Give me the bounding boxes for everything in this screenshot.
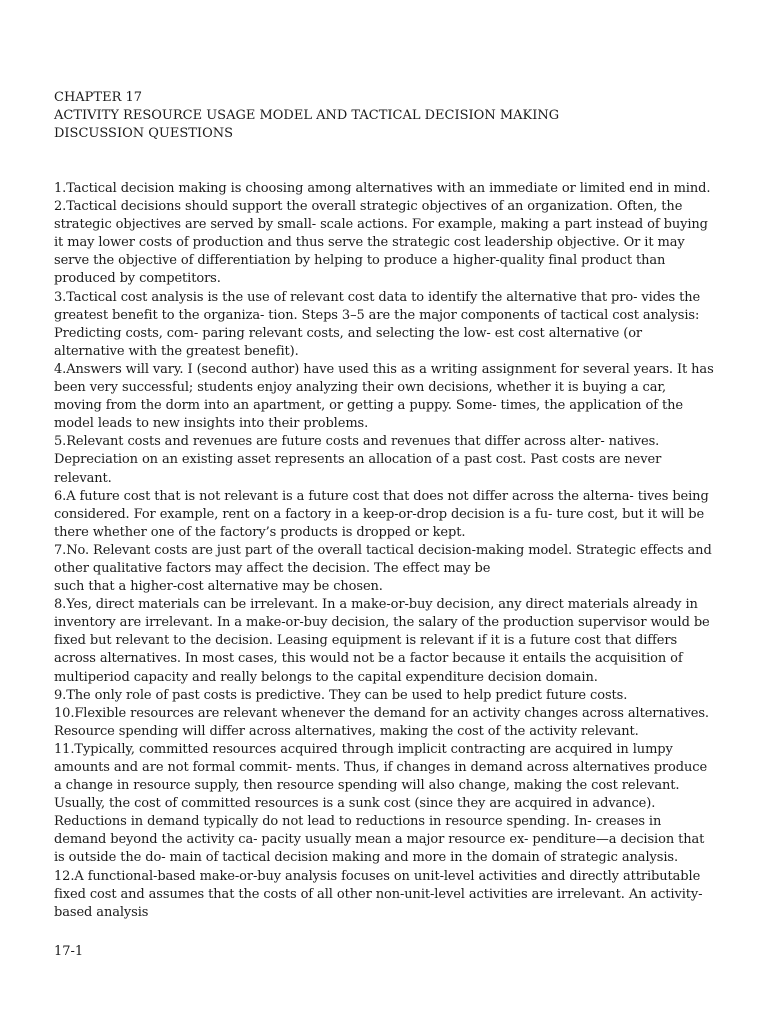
- answer-paragraph: 3.Tactical cost analysis is the use of relevant cost data to identify the alternative that pro- vides the greatest benefit to the organiza- tion. Steps 3–5 are the major components of tactical cost analysis: Predicting costs, com- paring relevant costs, and selecting the low- est cost alternative (or alternative with the greatest benefit).: [54, 289, 701, 359]
- chapter-number: CHAPTER 17: [54, 90, 143, 105]
- answer-paragraph: 10.Flexible resources are relevant whenever the demand for an activity changes across alternatives. Resource spending will differ across alternatives, making the cost of the activity relevant.: [54, 705, 709, 739]
- answer-paragraph: 9.The only role of past costs is predictive. They can be used to help predict future costs.: [54, 687, 628, 703]
- answer-paragraph: 7.No. Relevant costs are just part of the overall tactical decision-making model. Strategic effects and other qualitative factors may affect the decision. The effect may be: [54, 542, 712, 576]
- answer-paragraph: such that a higher-cost alternative may be chosen.: [54, 579, 383, 595]
- chapter-header: [54, 89, 559, 143]
- answer-paragraph: 4.Answers will vary. I (second author) have used this as a writing assignment for several years. It has been very successful; students enjoy analyzing their own decisions, whether it is buying a car, moving from the dorm into an apartment, or getting a puppy. Some- times, the application of the model leads to new insights into their problems.: [54, 361, 714, 432]
- answer-paragraph: 11.Typically, committed resources acquired through implicit contracting are acquired in lumpy amounts and are not formal commit- ments. Thus, if changes in demand across alternatives produce a change in resource supply, then resource spending will also change, making the cost relevant. Usually, the cost of committed resources is a sunk cost (since they are acquired in advance). Reductions in demand typically do not lead to reductions in resource spending. In- creases in demand beyond the activity ca- pacity usually mean a major resource ex- penditure—a decision that is outside the do- main of tactical decision making and more in the domain of strategic analysis.: [54, 741, 708, 866]
- answer-paragraph: 12.A functional-based make-or-buy analysis focuses on unit-level activities and directly attributable fixed cost and assumes that the costs of all other non-unit-level activities are irrelevant. An activity-based analysis: [54, 868, 703, 920]
- section-title: DISCUSSION QUESTIONS: [54, 126, 234, 141]
- answer-paragraph: 5.Relevant costs and revenues are future costs and revenues that differ across alter- natives. Depreciation on an existing asset represents an allocation of a past cost. Past costs are never relevant.: [54, 434, 662, 486]
- chapter-title: ACTIVITY RESOURCE USAGE MODEL AND TACTICAL DECISION MAKING: [54, 108, 560, 123]
- answer-paragraph: 1.Tactical decision making is choosing among alternatives with an immediate or limited end in mind.: [54, 181, 711, 196]
- page-number: 17-1: [54, 944, 84, 959]
- answer-paragraph: 2.Tactical decisions should support the overall strategic objectives of an organization. Often, the strategic objectives are served by small- scale actions. For example, making a part instead of buying it may lower costs of production and thus serve the strategic cost leadership objective. Or it may serve the objective of differentiation by helping to produce a higher-quality final product than produced by competitors.: [54, 199, 708, 287]
- answer-paragraph: 6.A future cost that is not relevant is a future cost that does not differ across the alterna- tives being considered. For example, rent on a factory in a keep-or-drop decision is a fu- ture cost, but it will be there whether one of the factory’s products is dropped or kept.: [54, 488, 709, 540]
- answer-paragraph: 8.Yes, direct materials can be irrelevant. In a make-or-buy decision, any direct materials already in inventory are irrelevant. In a make-or-buy decision, the salary of the production supervisor would be fixed but relevant to the decision. Leasing equipment is relevant if it is a future cost that differs across alternatives. In most cases, this would not be a factor because it entails the acquisition of multiperiod capacity and really belongs to the capital expenditure decision domain.: [54, 597, 710, 685]
- discussion-answers: [54, 180, 714, 922]
